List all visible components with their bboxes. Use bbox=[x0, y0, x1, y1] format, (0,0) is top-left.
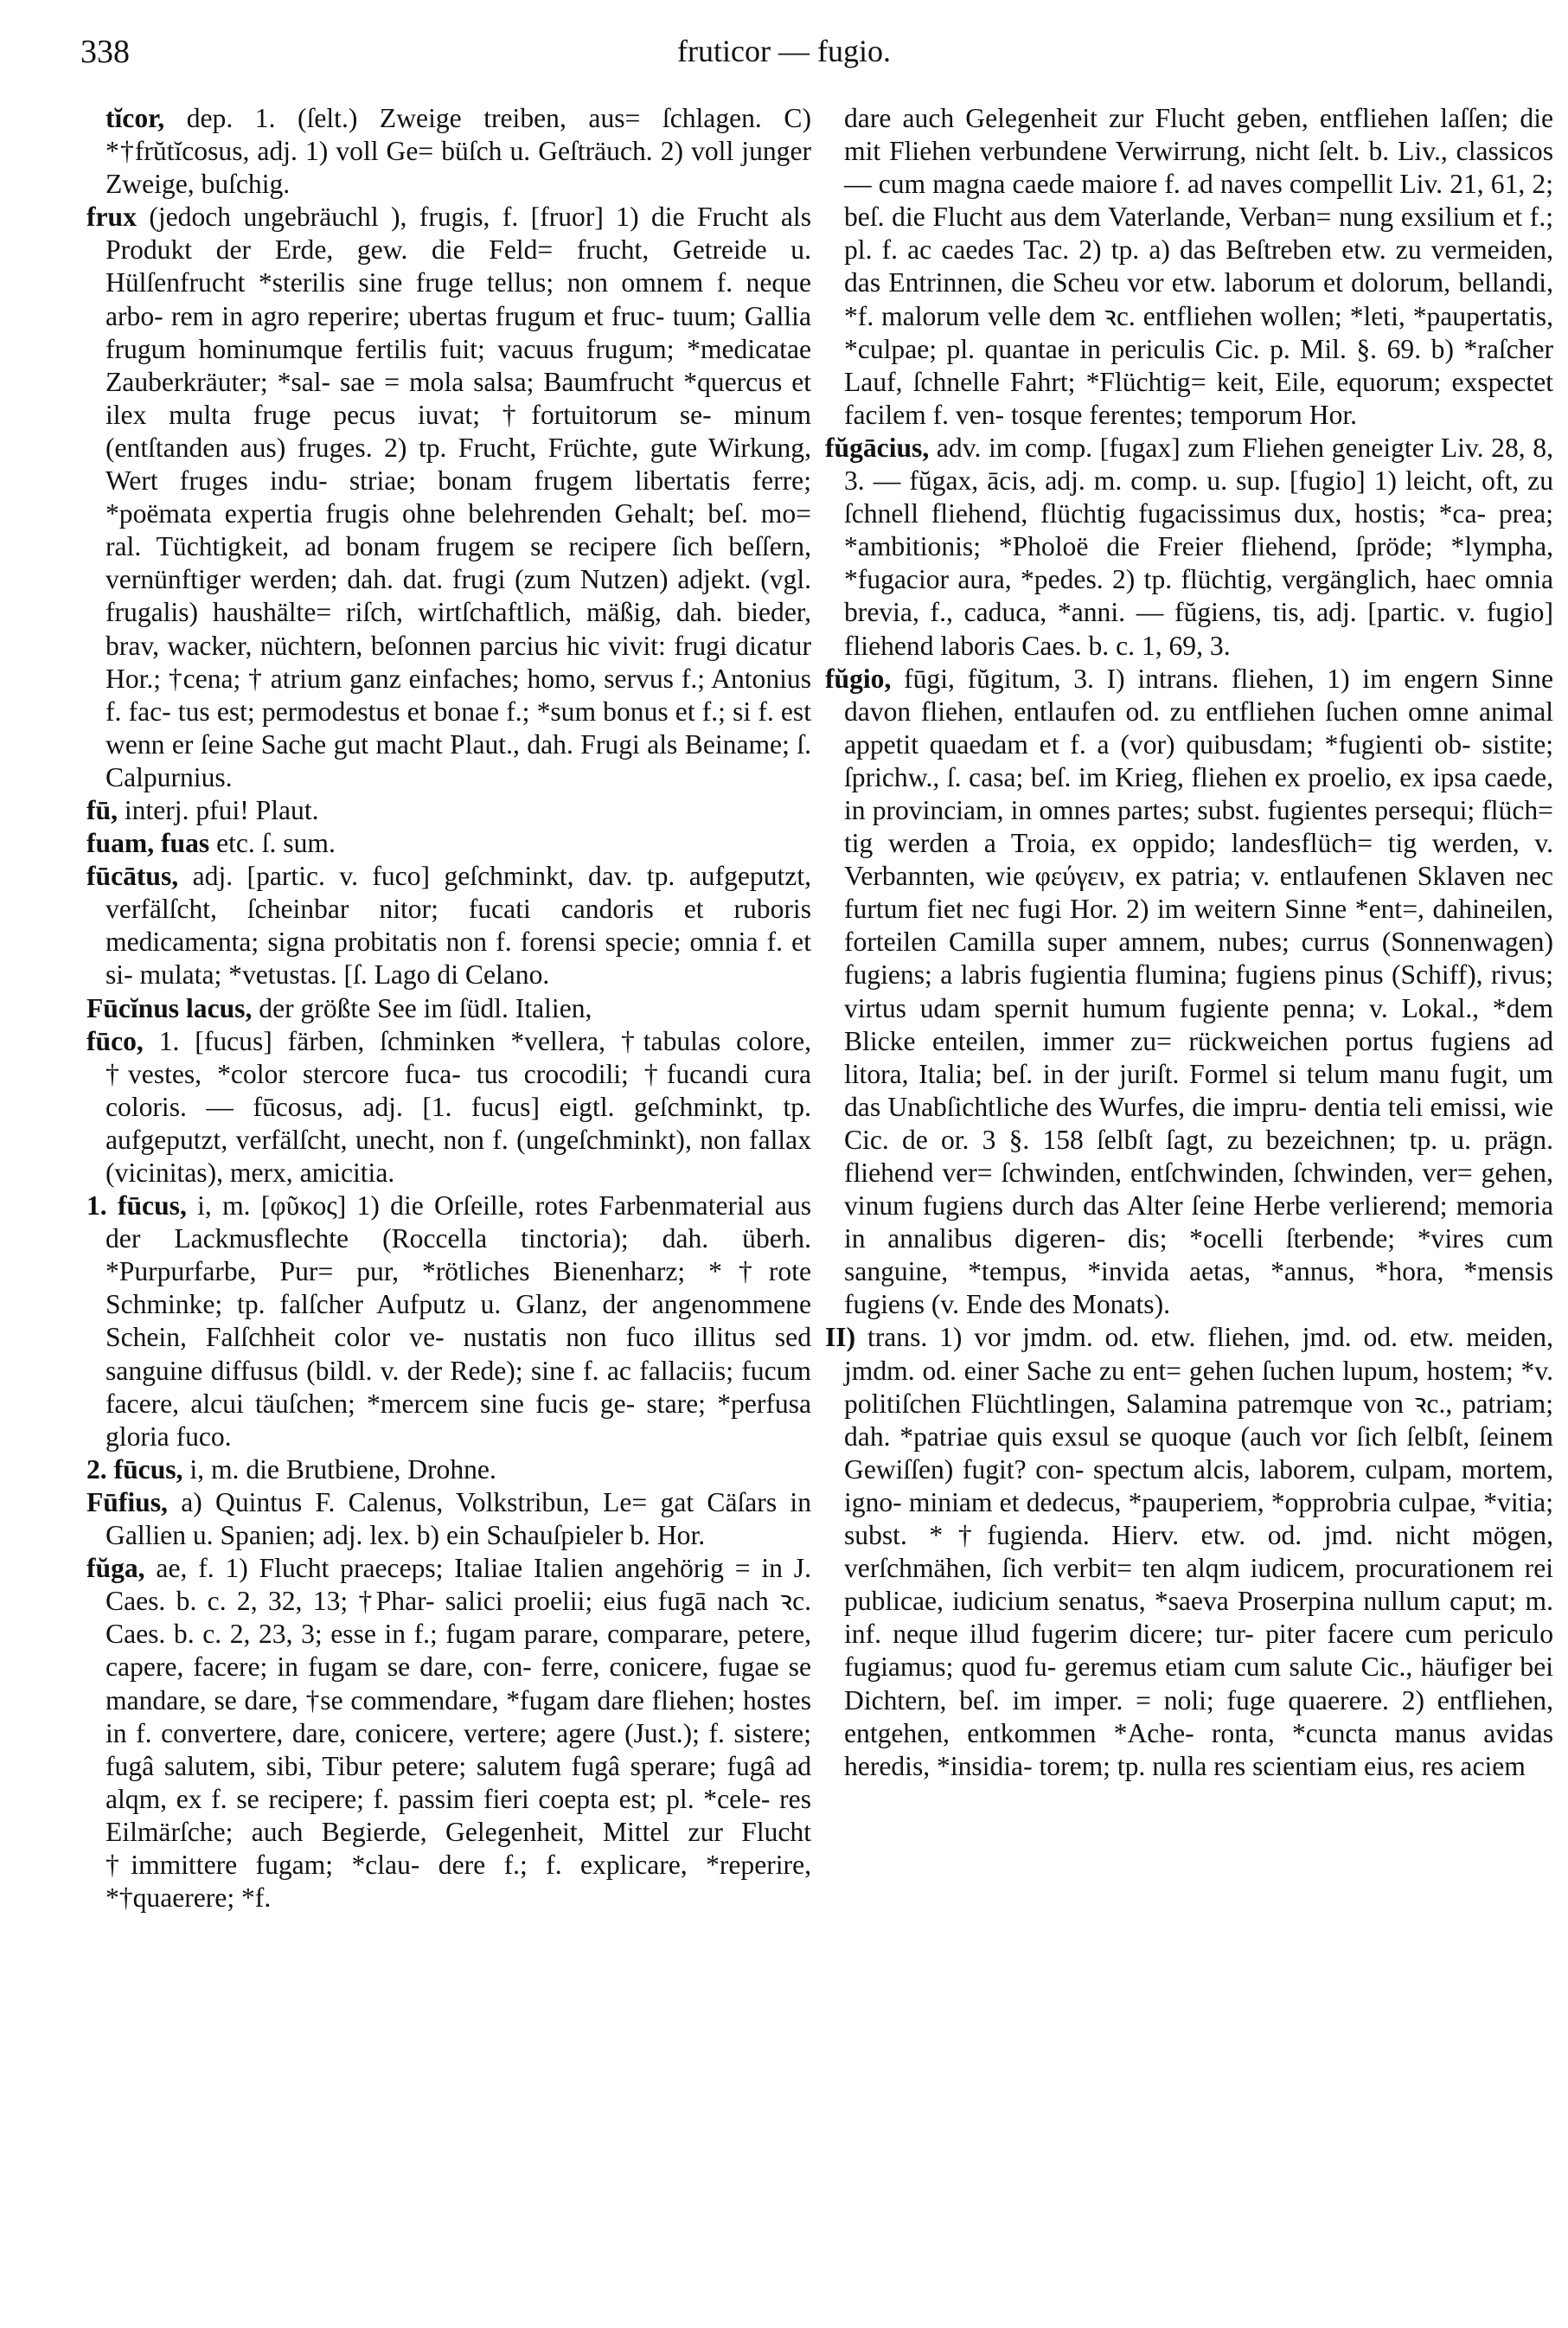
dictionary-entry bbox=[825, 102, 1553, 432]
dictionary-entry bbox=[86, 794, 811, 827]
entry-body: (jedoch ungebräuchl ), frugis, f. [fruor] 1) die Frucht als Produkt der Erde, gew. die Feld= frucht, Getreide u. Hülſenfrucht *sterilis sine fruge tellus; non omnem f. neque arbo- rem in agro reperire; ubertas frugum et fruc- tuum; Gallia frugum hominumque fertilis fuit; vacuus frugum; *medicatae Zauberkräuter; *sal- sae = mola salsa; Baumfrucht *quercus et ilex multa fruge pecus iuvat; †fortuitorum se- minum (entſtanden aus) fruges. 2) tp. Frucht, Früchte, gute Wirkung, Wert fruges indu- striae; bonam frugem libertatis ferre; *poëmata expertia frugis ohne belehrenden Gehalt; beſ. mo= ral. Tüchtigkeit, ad bonam frugem se recipere ſich beſſern, vernünftiger werden; dah. dat. frugi (zum Nutzen) adjekt. (vgl. frugalis) haushälte= riſch, wirtſchaftlich, mäßig, dah. bieder, brav, wacker, nüchtern, beſonnen parcius hic vivit: frugi dicatur Hor.; †cena; † atrium ganz einfaches; homo, servus f.; Antonius f. fac- tus est; permodestus et bonae f.; *sum bonus et f.; si f. est wenn er ſeine Sache gut macht Plaut., dah. Frugi als Beiname; ſ. Calpurnius. bbox=[106, 202, 811, 792]
left-column bbox=[86, 102, 811, 1914]
entry-body: trans. 1) vor jmdm. od. etw. fliehen, jmd. od. etw. meiden, jmdm. od. einer Sache zu ent= gehen ſuchen lupum, hostem; *v. politiſchen Flüchtlingen, Salamina patremque von ꝛc., patriam; dah. *patriae quis exsul se quoque (auch vor ſich ſelbſt, ſeinem Gewiſſen) fugit? con- spectum alcis, laborem, culpam, mortem, igno- miniam et dedecus, *pauperiem, *opprobria culpae, *vitia; subst. *†fugienda. Hierv. etw. od. jmd. nicht mögen, verſchmähen, ſich verbit= ten alqm iudicem, procurationem rei publicae, iudicium senatus, *saeva Proserpina nullum caput; m. inf. neque illud fugerim dicere; tur- piter facere cum periculo fugiamus; quod fu- geremus etiam cum salute Cic., häufiger bei Dichtern, beſ. im imper. = noli; fuge quaerere. 2) entfliehen, entgehen, entkommen *Ache- ronta, *cuncta manus avidas heredis, *insidia- torem; tp. nulla res scientiam eius, res aciem bbox=[844, 1322, 1553, 1781]
entry-headword: fŭgācius, bbox=[825, 432, 930, 463]
dictionary-entry bbox=[86, 1025, 811, 1190]
entry-headword: fū, bbox=[86, 794, 118, 825]
dictionary-entry bbox=[825, 663, 1553, 1322]
page-header bbox=[0, 33, 1568, 85]
running-head: fruticor — fugio. bbox=[677, 34, 891, 68]
entry-headword: Fūfius, bbox=[86, 1486, 168, 1517]
entry-body: der größte See im ſüdl. Italien, bbox=[252, 992, 592, 1023]
entry-headword: fuam, fuas bbox=[86, 828, 210, 859]
entry-headword: Fūcĭnus lacus, bbox=[86, 992, 253, 1023]
entry-body: a) Quintus F. Calenus, Volkstribun, Le= gat Cäſars in Gallien u. Spanien; adj. lex. b) ein Schauſpieler b. Hor. bbox=[106, 1486, 811, 1551]
entry-body: adv. im comp. [fugax] zum Fliehen geneigter Liv. 28, 8, 3. — fŭgax, ācis, adj. m. comp. u. sup. [fugio] 1) leicht, oft, zu ſchnell fliehend, flüchtig fugacissimus dux, hostis; *ca- prea; *ambitionis; *Pholoë die Freier fliehend, ſpröde; *lympha, *fugacior aura, *pedes. 2) tp. flüchtig, vergänglich, haec omnia brevia, f., caduca, *anni. — fŭgiens, tis, adj. [partic. v. fugio] fliehend laboris Caes. b. c. 1, 69, 3. bbox=[844, 432, 1553, 661]
entry-headword: fŭgio, bbox=[825, 663, 892, 694]
entry-headword: 1. fūcus, bbox=[86, 1190, 187, 1222]
right-column bbox=[825, 102, 1553, 1783]
dictionary-entry bbox=[86, 860, 811, 991]
dictionary-entry bbox=[86, 1552, 811, 1914]
entry-headword: II) bbox=[825, 1322, 856, 1353]
dictionary-entry bbox=[86, 827, 811, 860]
entry-body: interj. pfui! Plaut. bbox=[118, 794, 319, 825]
dictionary-entry bbox=[86, 1486, 811, 1552]
entry-headword: fŭga, bbox=[86, 1553, 145, 1584]
dictionary-entry bbox=[825, 1321, 1553, 1782]
entry-body: etc. ſ. sum. bbox=[209, 828, 336, 859]
dictionary-entry bbox=[86, 1453, 811, 1486]
entry-headword: 2. fūcus, bbox=[86, 1453, 183, 1485]
dictionary-entry bbox=[86, 102, 811, 201]
dictionary-entry bbox=[86, 992, 811, 1025]
entry-headword: frux bbox=[86, 202, 137, 233]
entry-headword: tĭcor, bbox=[106, 103, 165, 133]
entry-body: ae, f. 1) Flucht praeceps; Italiae Italien angehörig = in J. Caes. b. c. 2, 32, 13; †Phar- salici proelii; eius fugā nach ꝛc. Caes. b. c. 2, 23, 3; esse in f.; fugam parare, comparare, petere, capere, facere; in fugam se dare, con- ferre, conicere, fugae se mandare, se dare, †se commendare, *fugam dare fliehen; hostes in f. convertere, dare, conicere, vertere; agere (Just.); f. sistere; fugâ salutem, sibi, Tibur petere; salutem fugâ sperare; fugâ ad alqm, ex f. se recipere; f. passim fieri coepta est; pl. *cele- res Eilmärſche; auch Begierde, Gelegenheit, Mittel zur Flucht †immittere fugam; *clau- dere f.; f. explicare, *reperire, *†quaerere; *f. bbox=[106, 1553, 811, 1914]
entry-body: 1. [fucus] färben, ſchminken *vellera, †tabulas colore, †vestes, *color stercore fuca- tus crocodili; †fucandi cura coloris. — fūcosus, adj. [1. fucus] eigtl. geſchminkt, tp. aufgeputzt, verfälſcht, unecht, non f. (ungeſchminkt), non fallax (vicinitas), merx, amicitia. bbox=[106, 1025, 811, 1188]
page-number: 338 bbox=[80, 34, 130, 70]
entry-body: i, m. [φῦκος] 1) die Orſeille, rotes Farbenmaterial aus der Lackmusflechte (Roccella tinctoria); dah. überh. *Purpurfarbe, Pur= pur, *rötliches Bienenharz; *†rote Schminke; tp. falſcher Aufputz u. Glanz, der angenommene Schein, Falſchheit color ve- nustatis non fuco illitus sed sanguine diffusus (bildl. v. der Rede); sine f. ac fallaciis; fucum facere, alcui täuſchen; *mercem sine fucis ge- stare; *perfusa gloria fuco. bbox=[106, 1190, 811, 1452]
dictionary-entry bbox=[86, 201, 811, 794]
dictionary-entry bbox=[86, 1190, 811, 1453]
entry-body: dep. 1. (ſelt.) Zweige treiben, aus= ſchlagen. C) *†frŭtĭcosus, adj. 1) voll Ge= büſch u. Geſträuch. 2) voll junger Zweige, buſchig. bbox=[106, 103, 811, 200]
entry-body: adj. [partic. v. fuco] geſchminkt, dav. tp. aufgeputzt, verfälſcht, ſcheinbar nitor; fucati candoris et ruboris medicamenta; signa probitatis non f. forensi specie; omnia f. et si- mulata; *vetustas. [ſ. Lago di Celano. bbox=[106, 861, 811, 991]
dictionary-entry bbox=[825, 432, 1553, 663]
entry-body: dare auch Gelegenheit zur Flucht geben, entfliehen laſſen; die mit Fliehen verbundene Verwirrung, nicht ſelt. b. Liv., classicos — cum magna caede maiore f. ad naves compellit Liv. 21, 61, 2; beſ. die Flucht aus dem Vaterlande, Verban= nung exsilium et f.; pl. f. ac caedes Tac. 2) tp. a) das Beſtreben etw. zu vermeiden, das Entrinnen, die Scheu vor etw. laborum et dolorum, bellandi, *f. malorum velle dem ꝛc. entfliehen wollen; *leti, *paupertatis, *culpae; pl. quantae in periculis Cic. p. Mil. §. 69. b) *raſcher Lauf, ſchnelle Fahrt; *Flüchtig= keit, Eile, equorum; exspectet facilem f. ven- tosque ferentes; temporum Hor. bbox=[844, 103, 1553, 430]
entry-body: i, m. die Brutbiene, Drohne. bbox=[182, 1453, 496, 1485]
entry-body: fūgi, fŭgitum, 3. I) intrans. fliehen, 1) im engern Sinne davon fliehen, entlaufen od. zu entfliehen ſuchen omne animal appetit quaedam et f. a (vor) quibusdam; *fugienti ob- sistite; ſprichw., ſ. casa; beſ. im Krieg, fliehen ex proelio, ex ipsa caede, in provinciam, in omnes partes; subst. fugientes persequi; flüch= tig werden a Troia, ex oppido; landesflüch= tig werden, v. Verbannten, wie φεύγειν, ex patria; v. entlaufenen Sklaven nec furtum fiet nec fugi Hor. 2) im weitern Sinne *ent=, dahineilen, forteilen Camilla super amnem, nubes; currus (Sonnenwagen) fugiens; a labris fugientia flumina; fugiens pinus (Schiff), rivus; virtus udam spernit humum fugiente penna; v. Lokal., *dem Blicke enteilen, immer zu= rückweichen portus fugiens ad litora, Italia; beſ. in der juriſt. Formel si telum manu fugit, um das Unabſichtliche des Wurfes, die impru- dentia teli emissi, wie Cic. de or. 3 §. 158 ſelbſt ſagt, zu bezeichnen; tp. u. prägn. fliehend ver= ſchwinden, entſchwinden, ſchwinden, ver= gehen, vinum fugiens durch das Alter ſeine Herbe verlierend; memoria in annalibus digeren- dis; *ocelli ſterbende; *vires cum sanguine, *tempus, *invida aetas, *annus, *hora, *mensis fugiens (v. Ende des Monats). bbox=[844, 663, 1553, 1320]
entry-headword: fūcātus, bbox=[86, 861, 179, 892]
entry-headword: fūco, bbox=[86, 1025, 144, 1056]
